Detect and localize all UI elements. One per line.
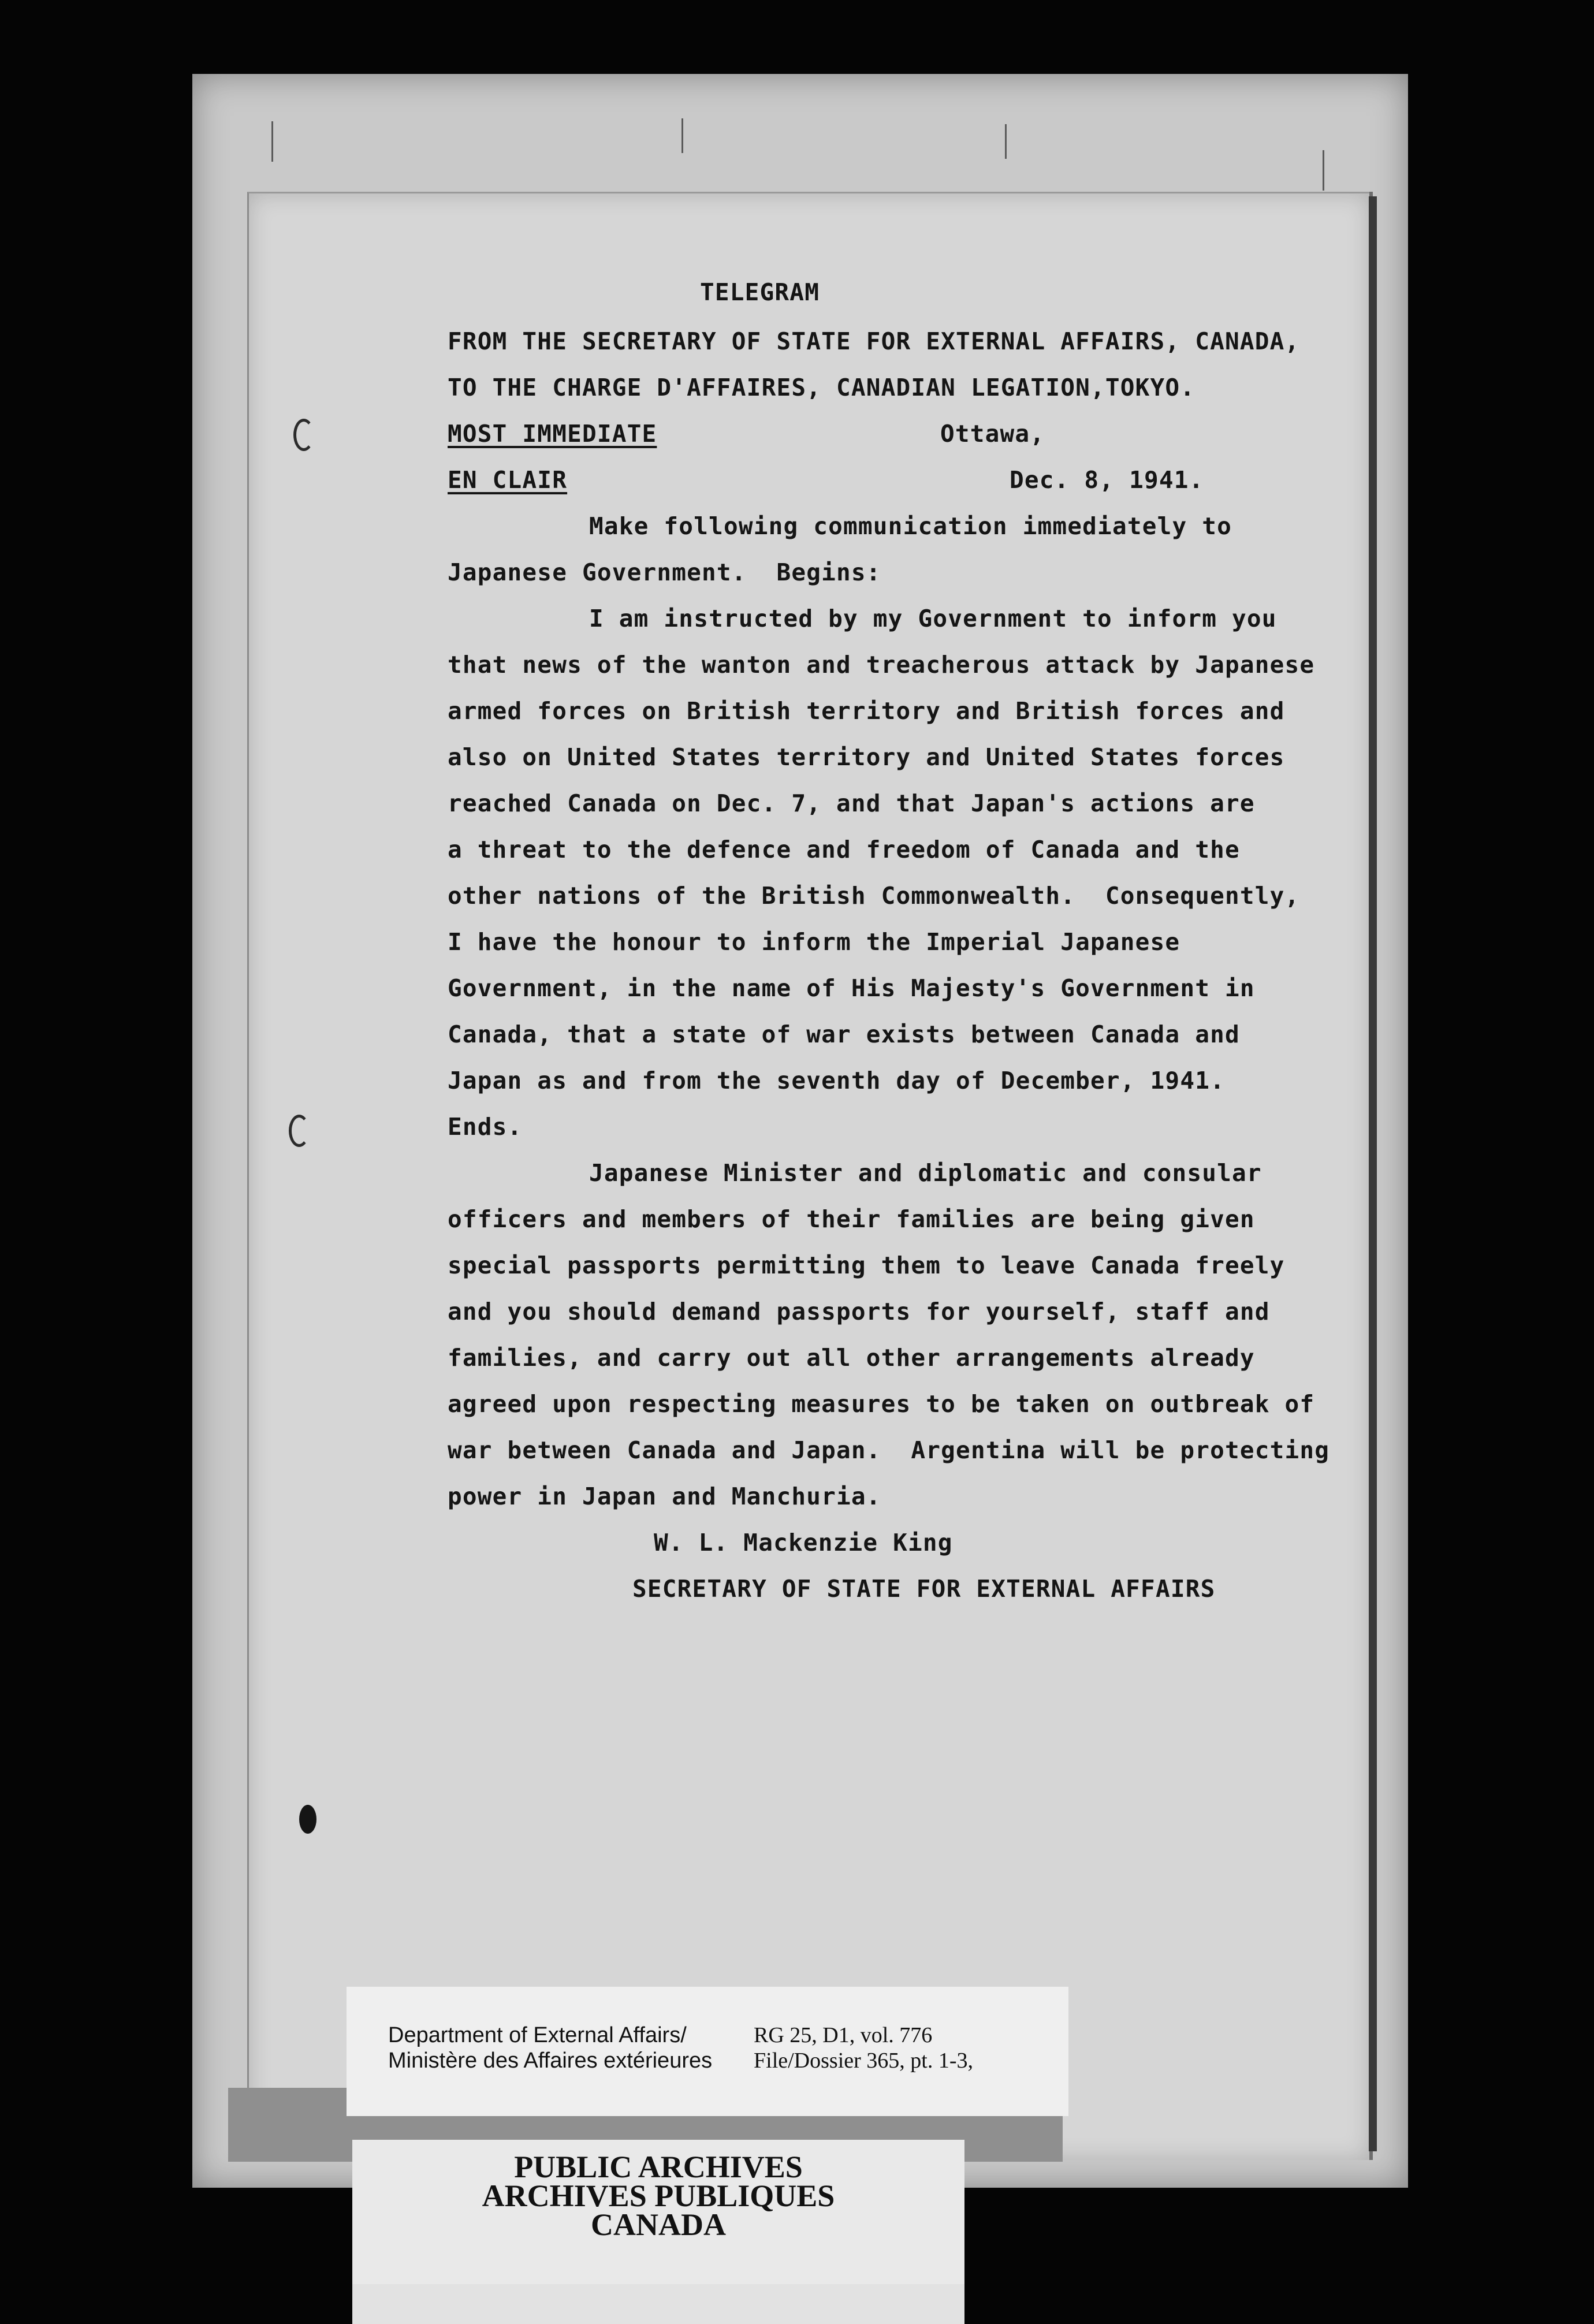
file-dossier-reference: File/Dossier 365, pt. 1-3, xyxy=(754,2049,973,2073)
message-line: reached Canada on Dec. 7, and that Japan's actions are xyxy=(448,789,1255,817)
margin-mark xyxy=(1323,150,1324,191)
message-line: I have the honour to inform the Imperial Japanese xyxy=(448,928,1180,956)
message-line: armed forces on British territory and British forces and xyxy=(448,697,1285,725)
instruction-line: and you should demand passports for yourself, staff and xyxy=(448,1298,1270,1325)
message-line: other nations of the British Commonwealth. Consequently, xyxy=(448,882,1300,910)
signature-name: W. L. Mackenzie King xyxy=(654,1529,953,1556)
stamp-line-country: CANADA xyxy=(591,2207,726,2242)
place-of-origin: Ottawa, xyxy=(940,420,1045,448)
message-line: that news of the wanton and treacherous attack by Japanese xyxy=(448,651,1315,679)
signature-title: SECRETARY OF STATE FOR EXTERNAL AFFAIRS xyxy=(632,1575,1216,1603)
telegram-heading: TELEGRAM xyxy=(700,278,820,306)
priority-marking: MOST IMMEDIATE xyxy=(448,420,657,448)
stamp-line-french: ARCHIVES PUBLIQUES xyxy=(482,2178,835,2213)
record-group-reference: RG 25, D1, vol. 776 xyxy=(754,2023,933,2047)
stamp-lower-card xyxy=(352,2284,964,2324)
message-line: Canada, that a state of war exists between Canada and xyxy=(448,1021,1240,1048)
department-french: Ministère des Affaires extérieures xyxy=(388,2049,713,2073)
from-line: FROM THE SECRETARY OF STATE FOR EXTERNAL AFFAIRS, CANADA, xyxy=(448,327,1300,355)
encoding-marking: EN CLAIR xyxy=(448,466,568,494)
punch-hole xyxy=(299,1805,316,1834)
instruction-line: Japanese Minister and diplomatic and consular xyxy=(589,1159,1262,1187)
public-archives-stamp xyxy=(352,2140,964,2284)
instruction-line: power in Japan and Manchuria. xyxy=(448,1483,881,1510)
message-line: I am instructed by my Government to inform you xyxy=(589,605,1277,632)
telegram-date: Dec. 8, 1941. xyxy=(1010,466,1204,494)
department-english: Department of External Affairs/ xyxy=(388,2023,687,2047)
margin-mark xyxy=(271,121,273,162)
instruction-line: officers and members of their families are being given xyxy=(448,1205,1255,1233)
punch-hole xyxy=(293,419,314,451)
instruction-line: agreed upon respecting measures to be taken on outbreak of xyxy=(448,1390,1315,1418)
message-line: Government, in the name of His Majesty's Government in xyxy=(448,974,1255,1002)
instruction-line: families, and carry out all other arrangements already xyxy=(448,1344,1255,1372)
instruction-line: special passports permitting them to leave Canada freely xyxy=(448,1252,1285,1279)
to-line: TO THE CHARGE D'AFFAIRES, CANADIAN LEGATION,TOKYO. xyxy=(448,374,1196,401)
intro-line: Make following communication immediately to xyxy=(589,512,1232,540)
message-line: Ends. xyxy=(448,1113,523,1141)
archive-reference-label xyxy=(347,1987,1068,2116)
instruction-line: war between Canada and Japan. Argentina will be protecting xyxy=(448,1436,1330,1464)
message-line: also on United States territory and United States forces xyxy=(448,743,1285,771)
page-edge-shadow xyxy=(1369,196,1377,2151)
message-line: a threat to the defence and freedom of Canada and the xyxy=(448,836,1240,863)
margin-mark xyxy=(681,118,683,153)
stamp-line-english: PUBLIC ARCHIVES xyxy=(514,2150,803,2184)
margin-mark xyxy=(1005,124,1007,159)
intro-line: Japanese Government. Begins: xyxy=(448,558,881,586)
message-line: Japan as and from the seventh day of December, 1941. xyxy=(448,1067,1225,1094)
punch-hole xyxy=(289,1115,310,1147)
